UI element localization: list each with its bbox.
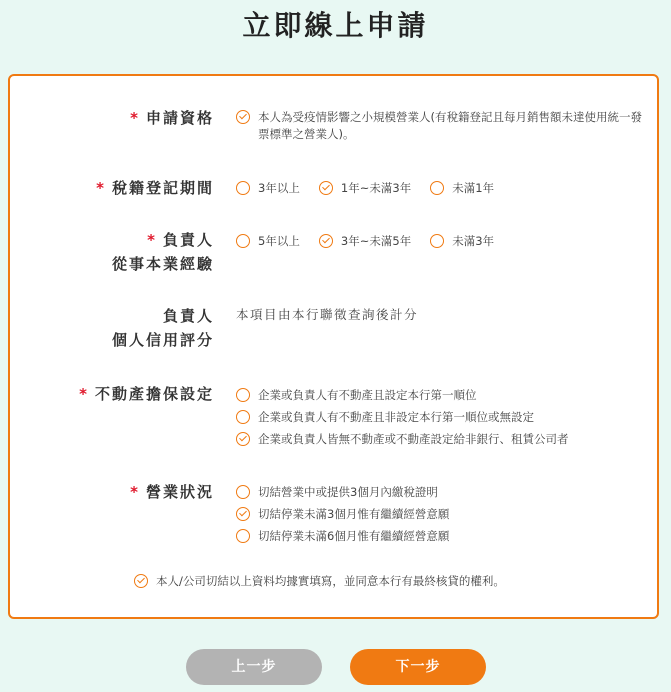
tax-period-option-1-3y[interactable]: 1年~未滿3年 (319, 180, 411, 197)
check-circle-icon[interactable] (236, 432, 250, 446)
eligibility-text: 本人為受疫情影響之小規模營業人(有稅籍登記且每月銷售額未達使用統一發票標準之營業人)。 (258, 110, 642, 141)
tax-period-option-3y-plus[interactable]: 3年以上 (236, 180, 300, 197)
experience-option-under-3y[interactable]: 未滿3年 (430, 233, 494, 250)
check-circle-icon[interactable] (236, 110, 250, 124)
experience-label-line2: 從事本業經驗 (111, 255, 214, 273)
business-status-option-suspended-3m[interactable]: 切結停業未滿3個月惟有繼續經營意願 (236, 506, 449, 523)
radio-circle-icon[interactable] (236, 485, 250, 499)
experience-label-line1: 負責人 (162, 231, 214, 249)
experience-option-5y-plus[interactable]: 5年以上 (236, 233, 300, 250)
radio-circle-icon[interactable] (430, 181, 444, 195)
agreement-checkbox[interactable] (134, 573, 505, 590)
application-form (8, 74, 659, 619)
prev-button[interactable]: 上一步 (186, 649, 322, 685)
required-mark: * (96, 179, 106, 197)
next-button[interactable]: 下一步 (350, 649, 486, 685)
radio-circle-icon[interactable] (236, 181, 250, 195)
eligibility-checkbox[interactable] (236, 109, 646, 143)
business-status-option-suspended-6m[interactable]: 切結停業未滿6個月惟有繼續經營意願 (236, 528, 449, 545)
required-mark: * (130, 109, 140, 127)
tax-period-option-under-1y[interactable]: 未滿1年 (430, 180, 494, 197)
business-status-label: 營業狀況 (145, 483, 214, 501)
check-circle-icon[interactable] (319, 181, 333, 195)
check-circle-icon[interactable] (236, 507, 250, 521)
check-circle-icon[interactable] (319, 234, 333, 248)
business-status-option-operating[interactable]: 切結營業中或提供3個月內繳稅證明 (236, 484, 449, 501)
required-mark: * (130, 483, 140, 501)
tax-period-label: 稅籍登記期間 (111, 179, 214, 197)
eligibility-label: 申請資格 (145, 109, 214, 127)
credit-label-line1: 負責人 (162, 307, 214, 325)
radio-circle-icon[interactable] (430, 234, 444, 248)
radio-circle-icon[interactable] (236, 234, 250, 248)
radio-circle-icon[interactable] (236, 529, 250, 543)
real-estate-option-none[interactable]: 企業或負責人皆無不動產或不動產設定給非銀行、租賃公司者 (236, 431, 569, 448)
real-estate-option-not-first-lien[interactable]: 企業或負責人有不動產且非設定本行第一順位或無設定 (236, 409, 569, 426)
radio-circle-icon[interactable] (236, 410, 250, 424)
credit-label-line2: 個人信用評分 (111, 331, 214, 349)
credit-value: 本項目由本行聯徵查詢後計分 (236, 307, 419, 322)
required-mark: * (79, 385, 89, 403)
radio-circle-icon[interactable] (236, 388, 250, 402)
page-title: 立即線上申請 (242, 9, 429, 42)
experience-option-3-5y[interactable]: 3年~未滿5年 (319, 233, 411, 250)
real-estate-option-first-lien[interactable]: 企業或負責人有不動產且設定本行第一順位 (236, 387, 569, 404)
check-circle-icon[interactable] (134, 574, 148, 588)
agreement-text: 本人/公司切結以上資料均據實填寫，並同意本行有最終核貸的權利。 (156, 574, 505, 588)
required-mark: * (147, 231, 157, 249)
real-estate-label: 不動產擔保設定 (94, 385, 214, 403)
